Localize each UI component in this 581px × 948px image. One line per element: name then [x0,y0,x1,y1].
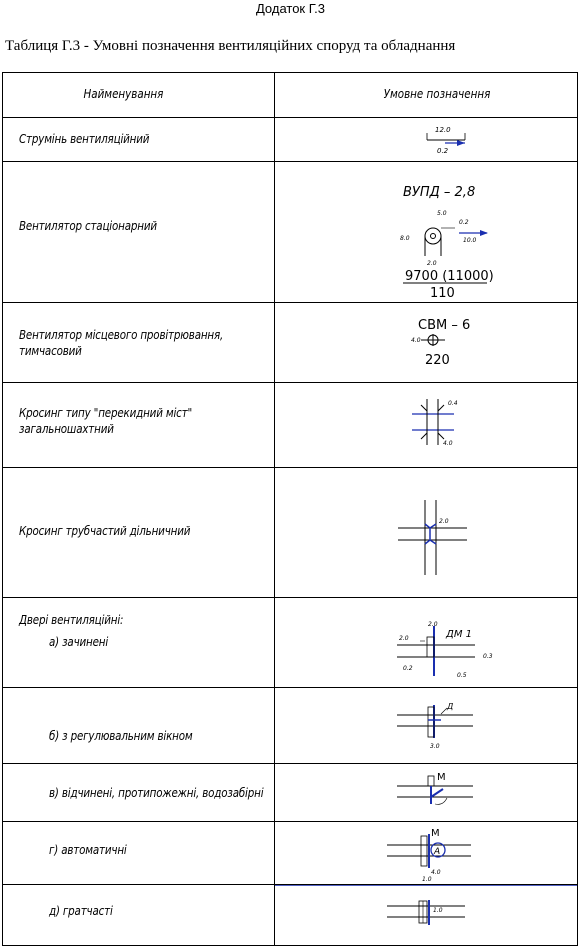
table-row [3,382,577,467]
table-row [3,117,577,161]
svg-text:110: 110 [430,286,455,301]
row-name-line-1: Кросинг типу "перекидний міст" [19,406,193,420]
svg-text:2.0: 2.0 [439,518,449,525]
svg-text:0.3: 0.3 [483,653,493,660]
symbol-overpass-crossing [275,383,577,467]
symbols-table [2,72,578,946]
symbol-door-automatic [275,822,577,884]
svg-text:4.0: 4.0 [431,869,441,876]
table-row [3,821,577,884]
symbol-door-regulating-window [275,688,577,763]
table-row [3,302,577,382]
svg-text:220: 220 [425,353,450,368]
table-row [3,597,577,687]
svg-text:1.0: 1.0 [433,907,443,914]
door-grated-symbol [275,885,577,946]
row-name: Кросинг трубчастий дільничний [19,524,191,538]
svg-text:10.0: 10.0 [463,237,477,244]
door-automatic-symbol [275,822,577,885]
svg-text:0.2: 0.2 [437,147,449,155]
air-stream-symbol [275,118,577,162]
symbol-pipe-crossing [275,468,577,597]
symbol-door-grated [275,885,577,945]
symbol-local-fan [275,303,577,382]
symbol-door-open [275,764,577,821]
row-name: г) автоматичні [49,843,127,857]
svg-text:0.5: 0.5 [457,672,467,679]
header-symbol: Умовне позначення [383,87,491,101]
symbol-door-closed [275,598,577,687]
row-name: д) гратчасті [49,904,113,918]
svg-text:4.0: 4.0 [411,337,421,344]
svg-text:А: А [434,847,441,857]
row-name: Вентилятор стаціонарний [19,219,157,233]
svg-text:9700 (11000): 9700 (11000) [405,269,494,284]
pipe-crossing-symbol [275,468,577,598]
svg-text:М: М [437,772,446,783]
svg-text:ВУПД – 2,8: ВУПД – 2,8 [403,185,476,200]
row-name-line-1: Двері вентиляційні: [19,613,124,627]
table-row [3,161,577,302]
door-regulating-window-symbol [275,688,577,764]
svg-text:4.0: 4.0 [443,440,453,447]
svg-text:5.0: 5.0 [437,210,447,217]
overpass-crossing-symbol [275,383,577,468]
svg-text:2.0: 2.0 [427,260,437,267]
door-open-symbol [275,764,577,822]
svg-text:12.0: 12.0 [435,126,451,134]
row-name-line-2: тимчасовий [19,344,82,358]
row-name: Струмінь вентиляційний [19,132,150,146]
symbol-air-stream [275,118,577,161]
header-name: Найменування [83,87,164,101]
local-fan-symbol [275,303,577,383]
svg-text:Д: Д [447,702,454,711]
row-name-line-1: Вентилятор місцевого провітрювання, [19,328,224,342]
svg-text:1.0: 1.0 [422,876,432,883]
svg-text:0.2: 0.2 [403,665,413,672]
appendix-title: Додаток Г.3 [255,1,326,16]
row-name: в) відчинені, протипожежні, водозабірні [49,786,264,800]
svg-text:2.0: 2.0 [399,635,409,642]
row-name-line-2: загальношахтний [19,422,114,436]
svg-text:М: М [431,828,440,839]
table-row [3,884,577,945]
svg-text:3.0: 3.0 [430,743,440,750]
symbol-stationary-fan [275,162,577,302]
table-row [3,687,577,763]
row-name: б) з регулювальним вікном [49,729,193,743]
svg-text:ДМ 1: ДМ 1 [446,629,472,640]
table-header-row [3,73,577,117]
table-caption: Таблиця Г.3 - Умовні позначення вентиляційних споруд та обладнання [5,38,456,54]
door-closed-symbol [275,598,577,688]
svg-text:8.0: 8.0 [400,235,410,242]
row-name-line-2: а) зачинені [49,635,109,649]
table-row [3,467,577,597]
svg-text:СВМ – 6: СВМ – 6 [418,318,471,333]
svg-text:0.4: 0.4 [448,400,458,407]
stationary-fan-symbol [275,162,577,303]
column-separator [274,73,275,117]
svg-text:2.0: 2.0 [428,621,438,628]
svg-text:0.2: 0.2 [459,219,469,226]
table-row [3,763,577,821]
